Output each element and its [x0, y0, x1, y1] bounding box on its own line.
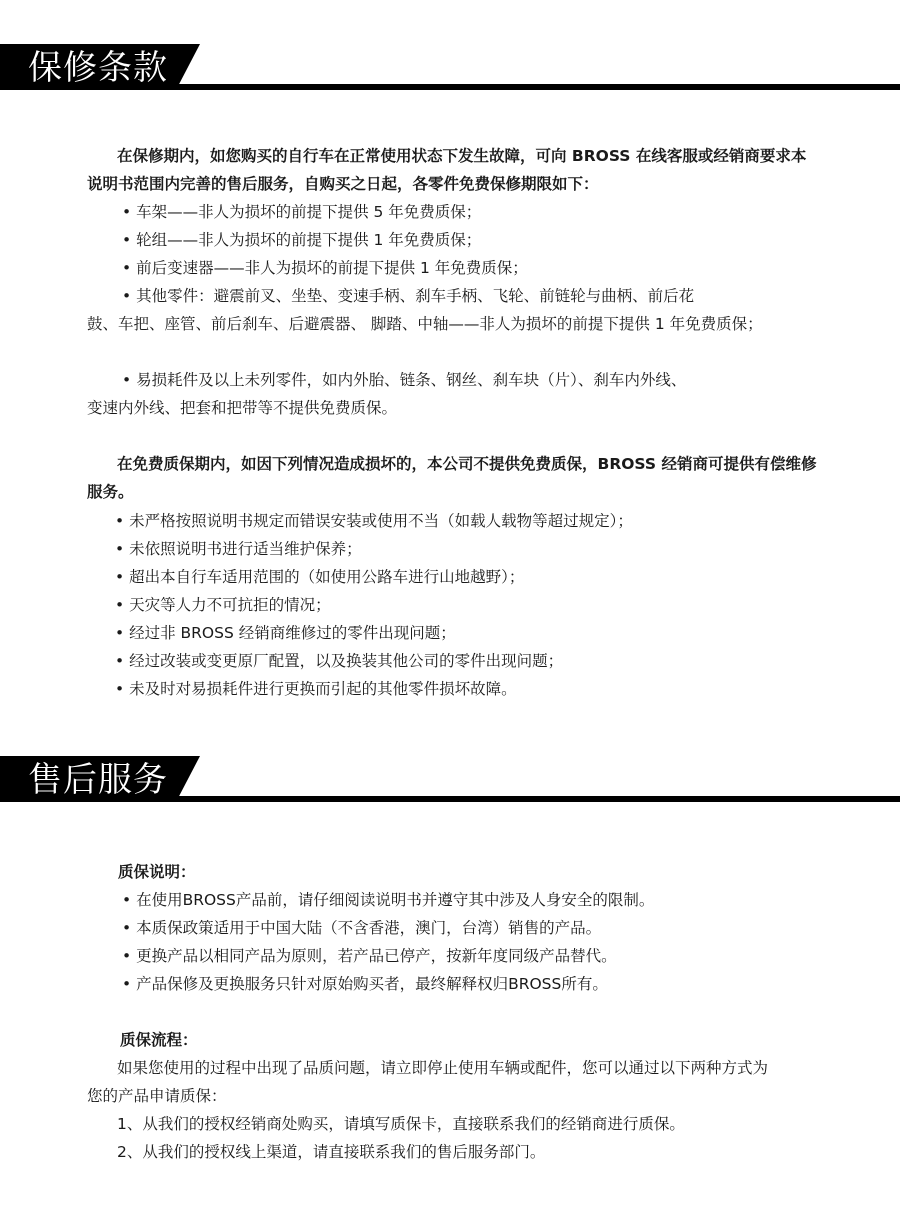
- warranty-item: • 易损耗件及以上未列零件，如内外胎、链条、钢丝、刹车块（片）、刹车内外线、: [122, 371, 687, 389]
- warranty-item: • 轮组——非人为损坏的前提下提供 1 年免费质保；: [122, 231, 482, 249]
- warranty-header: [0, 44, 900, 94]
- warranty-item: • 前后变速器——非人为损坏的前提下提供 1 年免费质保；: [122, 259, 528, 277]
- warranty-item: • 车架——非人为损坏的前提下提供 5 年免费质保；: [122, 203, 482, 221]
- flow-intro: 如果您使用的过程中出现了品质问题，请立即停止使用车辆或配件，您可以通过以下两种方式为您的产品申请质保：: [87, 1059, 769, 1105]
- desc-item: • 产品保修及更换服务只针对原始购买者，最终解释权归BROSS所有。: [122, 975, 608, 993]
- exclusion-item: • 超出本自行车适用范围的（如使用公路车进行山地越野）；: [115, 568, 525, 586]
- exclusion-item: • 经过改装或变更原厂配置，以及换装其他公司的零件出现问题；: [115, 652, 564, 670]
- header-rule: [176, 796, 900, 802]
- desc-item: • 本质保政策适用于中国大陆（不含香港，澳门，台湾）销售的产品。: [122, 919, 602, 937]
- exclusion-item: • 天灾等人力不可抗拒的情况；: [115, 596, 331, 614]
- desc-item: • 更换产品以相同产品为原则，若产品已停产，按新年度同级产品替代。: [122, 947, 617, 965]
- desc-title: 质保说明：: [118, 863, 196, 881]
- flow-step: 2、从我们的授权线上渠道，请直接联系我们的售后服务部门。: [117, 1143, 546, 1161]
- warranty-item: • 其他零件：避震前叉、坐垫、变速手柄、刹车手柄、飞轮、前链轮与曲柄、前后花: [122, 287, 695, 305]
- header-rule: [176, 84, 900, 90]
- warranty-item-continued: 鼓、车把、座管、前后刹车、后避震器、 脚踏、中轴——非人为损坏的前提下提供 1 年免费质保；: [87, 315, 763, 333]
- exclusion-intro: 在免费质保期内，如因下列情况造成损坏的，本公司不提供免费质保，BROSS 经销商可提供有偿维修服务。: [87, 455, 817, 501]
- service-header: [0, 756, 900, 806]
- exclusion-item: • 经过非 BROSS 经销商维修过的零件出现问题；: [115, 624, 456, 642]
- flow-step: 1、从我们的授权经销商处购买，请填写质保卡，直接联系我们的经销商进行质保。: [117, 1115, 685, 1133]
- exclusion-item: • 未依照说明书进行适当维护保养；: [115, 540, 362, 558]
- desc-item: • 在使用BROSS产品前，请仔细阅读说明书并遵守其中涉及人身安全的限制。: [122, 891, 655, 909]
- warranty-intro: 在保修期内，如您购买的自行车在正常使用状态下发生故障，可向 BROSS 在线客服或经销商要求本说明书范围内完善的售后服务，自购买之日起，各零件免费保修期限如下：: [87, 147, 807, 193]
- exclusion-item: • 未及时对易损耗件进行更换而引起的其他零件损坏故障。: [115, 680, 517, 698]
- service-heading: 售后服务: [28, 760, 168, 800]
- warranty-item-continued: 变速内外线、把套和把带等不提供免费质保。: [87, 399, 398, 417]
- exclusion-item: • 未严格按照说明书规定而错误安装或使用不当（如载人载物等超过规定）；: [115, 512, 633, 530]
- warranty-heading: 保修条款: [28, 48, 168, 88]
- flow-title: 质保流程：: [120, 1031, 198, 1049]
